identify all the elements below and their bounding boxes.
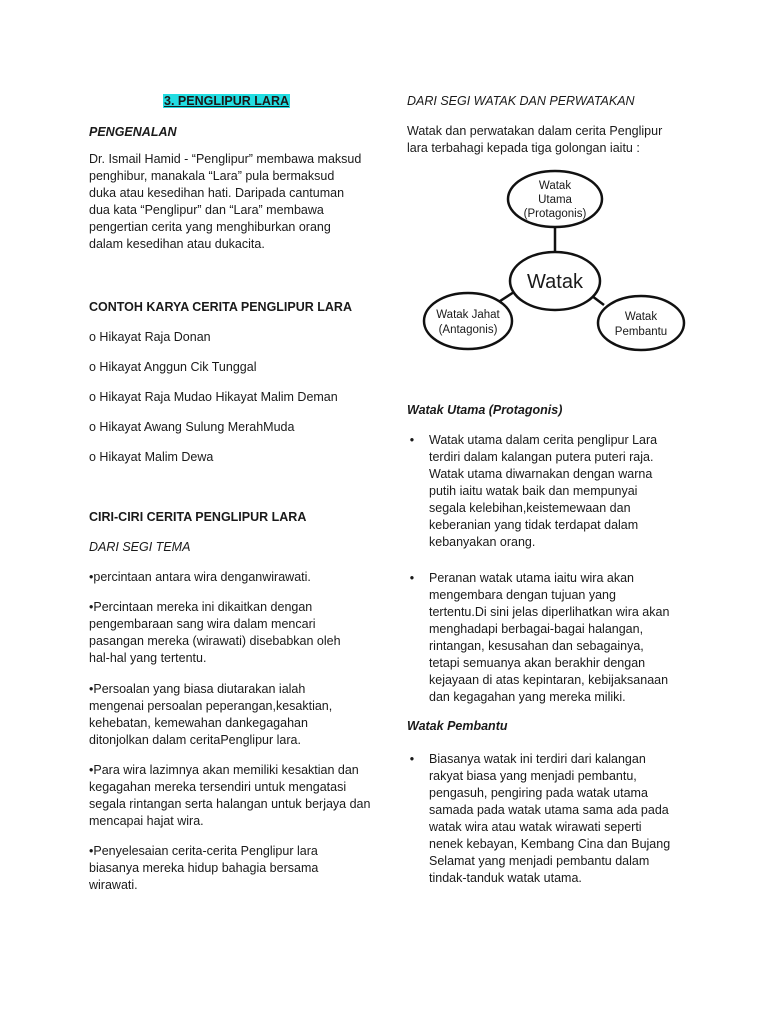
traits-heading: CIRI-CIRI CERITA PENGLIPUR LARA [89,510,307,524]
theme-point: •Penyelesaian cerita-cerita Penglipur lara biasanya mereka hidup bahagia bersama wirawati. [89,844,319,892]
diagram-top-line-1: Watak [538,180,572,192]
protagonist-list-2 [407,570,672,706]
page-title [163,93,290,110]
helper-list [407,751,677,887]
page-title-text: 3. PENGLIPUR LARA [164,94,290,108]
intro-paragraph: Dr. Ismail Hamid - “Penglipur” membawa maksud penghibur, manakala “Lara” pula bermaksud duka atau kesedihan hati. Daripada cantuman dua kata “Penglipur” dan “Lara” membawa pengertian cerita yang menghiburkan orang dalam kesedihan atau dukacita. [89,152,362,251]
list-item [407,570,672,706]
helper-point: Biasanya watak ini terdiri dari kalangan rakyat biasa yang menjadi pembantu, pengasuh, pengiring pada watak utama samada pada watak utama sama ada pada watak wira atau watak wirawati seperti nenek kebayan, Kembang Cina dan Bujang Selamat yang menjadi pembantu dalam tindak-tanduk watak utama. [429,752,671,885]
character-intro: Watak dan perwatakan dalam cerita Penglipur lara terbahagi kepada tiga golongan iaitu : [407,124,663,155]
list-item [407,751,677,887]
protagonist-point: Watak utama dalam cerita penglipur Lara terdiri dalam kalangan putera puteri raja. Watak utama diwarnakan dengan warna putih iaitu watak baik dan mempunyai segala kelebihan,keistemewaan dan keberanian yang tidak terdapat dalam kebanyakan orang. [429,433,658,549]
character-heading: DARI SEGI WATAK DAN PERWATAKAN [407,94,635,108]
diagram-node-left [424,293,512,349]
diagram-right-line-2: Pembantu [614,326,668,338]
diagram-right-line-1: Watak [624,311,658,323]
theme-point: •Para wira lazimnya akan memiliki kesaktian dan kegagahan mereka tersendiri untuk mengatasi segala rintangan serta halangan untuk berjaya dan mencapai hajat wira. [89,763,371,828]
example-item: o Hikayat Awang Sulung MerahMuda [89,420,295,434]
example-item: o Hikayat Raja Mudao Hikayat Malim Deman [89,390,338,404]
diagram-left-line-1: Watak Jahat [436,309,500,321]
theme-point: •percintaan antara wira denganwirawati. [89,570,311,584]
example-item: o Hikayat Malim Dewa [89,450,214,464]
examples-heading: CONTOH KARYA CERITA PENGLIPUR LARA [89,300,352,314]
protagonist-point: Peranan watak utama iaitu wira akan mengembara dengan tujuan yang tertentu.Di sini jelas diperlihatkan wira akan menghadapi berbagai-bagai halangan, rintangan, kesusahan dan sebagainya, tetapi semuanya akan berakhir dengan kejayaan di atas kepintaran, kebijaksanaan dan kegagahan yang mereka miliki. [429,571,670,704]
bullet-dot: • [409,752,415,766]
diagram-node-right [598,296,684,350]
diagram-top-line-3: (Protagonis) [523,208,587,220]
example-item: o Hikayat Raja Donan [89,330,211,344]
helper-heading: Watak Pembantu [407,719,508,733]
list-item [407,432,672,551]
diagram-left-line-2: (Antagonis) [438,324,498,336]
protagonist-heading: Watak Utama (Protagonis) [407,403,563,417]
example-item: o Hikayat Anggun Cik Tunggal [89,360,257,374]
intro-heading: PENGENALAN [89,125,177,139]
theme-point: •Persoalan yang biasa diutarakan ialah mengenai persoalan peperangan,kesaktian, kehebatan, kemewahan dankegagahan ditonjolkan dalam ceritaPenglipur lara. [89,682,333,747]
theme-point: •Percintaan mereka ini dikaitkan dengan pengembaraan sang wira dalam mencari pasangan mereka (wirawati) disebabkan oleh hal-hal yang tertentu. [89,600,341,665]
character-diagram [405,160,705,360]
diagram-top-line-2: Utama [538,194,572,206]
bullet-dot: • [409,433,415,447]
theme-subheading: DARI SEGI TEMA [89,540,191,554]
diagram-center-label: Watak [527,271,583,293]
protagonist-list [407,432,672,551]
bullet-dot: • [409,571,415,585]
